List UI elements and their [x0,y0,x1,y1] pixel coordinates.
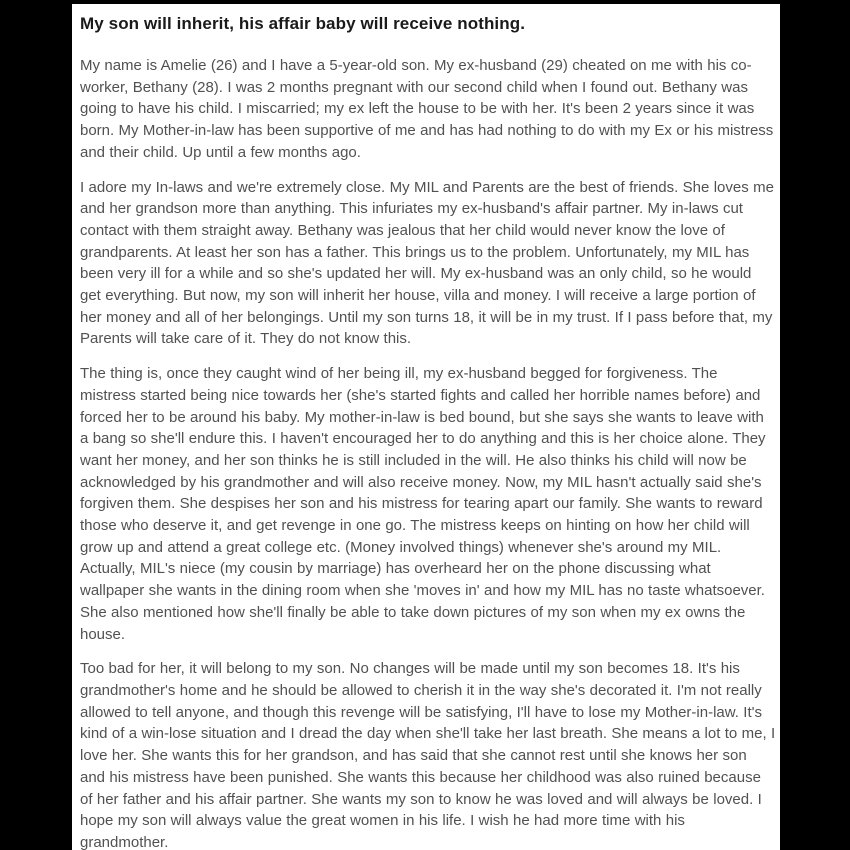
post-paragraph-3: The thing is, once they caught wind of her being ill, my ex-husband begged for forgiveness. The mistress started being nice towards her (she's started fights and called her horrible names before) and forced her to be around his baby. My mother-in-law is bed bound, but she says she wants to leave with a bang so she'll endure this. I haven't encouraged her to do anything and this is her choice alone. They want her money, and her son thinks he is still included in the will. He also thinks his child will now be acknowledged by his grandmother and will also receive money. Now, my MIL hasn't actually said she's forgiven them. She despises her son and his mistress for tearing apart our family. She wants to reward those who deserve it, and get revenge in one go. The mistress keeps on hinting on how her child will grow up and attend a great college etc. (Money involved things) whenever she's around my MIL. Actually, MIL's niece (my cousin by marriage) has overheard her on the phone discussing what wallpaper she wants in the dining room when she 'moves in' and how my MIL has no taste whatsoever. She also mentioned how she'll finally be able to take down pictures of my son when my ex owns the house. [80,365,766,643]
post-paragraph-4: Too bad for her, it will belong to my son. No changes will be made until my son becomes 18. It's his grandmother's home and he should be allowed to cherish it in the way she's decorated it. I'm not really allowed to tell anyone, and though this revenge will be satisfying, I'll have to lose my Mother-in-law. It's kind of a win-lose situation and I dread the day when she'll take her last breath. She means a lot to me, I love her. She wants this for her grandson, and has said that she cannot rest until she knows her son and his mistress have been punished. She wants this because her childhood was also ruined because of her father and his affair partner. She wants my son to know he was loved and will always be loved. I hope my son will always value the great women in his life. I wish he had more time with his grandmother. [80,660,776,850]
post-paragraph-2: I adore my In-laws and we're extremely close. My MIL and Parents are the best of friends. She loves me and her grandson more than anything. This infuriates my ex-husband's affair partner. My in-laws cut contact with them straight away. Bethany was jealous that her child would never know the love of grandparents. At least her son has a father. This brings us to the problem. Unfortunately, my MIL has been very ill for a while and so she's updated her will. My ex-husband was an only child, so he would get everything. But now, my son will inherit her house, villa and money. I will receive a large portion of her money and all of her belongings. Until my son turns 18, it will be in my trust. If I pass before that, my Parents will take care of it. They do not know this. [80,178,774,348]
post-card [72,4,780,850]
post-paragraph-1: My name is Amelie (26) and I have a 5-year-old son. My ex-husband (29) cheated on me with his co-worker, Bethany (28). I was 2 months pregnant with our second child when I found out. Bethany was going to have his child. I miscarried; my ex left the house to be with her. It's been 2 years since it was born. My Mother-in-law has been supportive of me and has had nothing to do with my Ex or his mistress and their child. Up until a few months ago. [80,57,774,161]
post-title: My son will inherit, his affair baby will receive nothing. [80,14,526,33]
